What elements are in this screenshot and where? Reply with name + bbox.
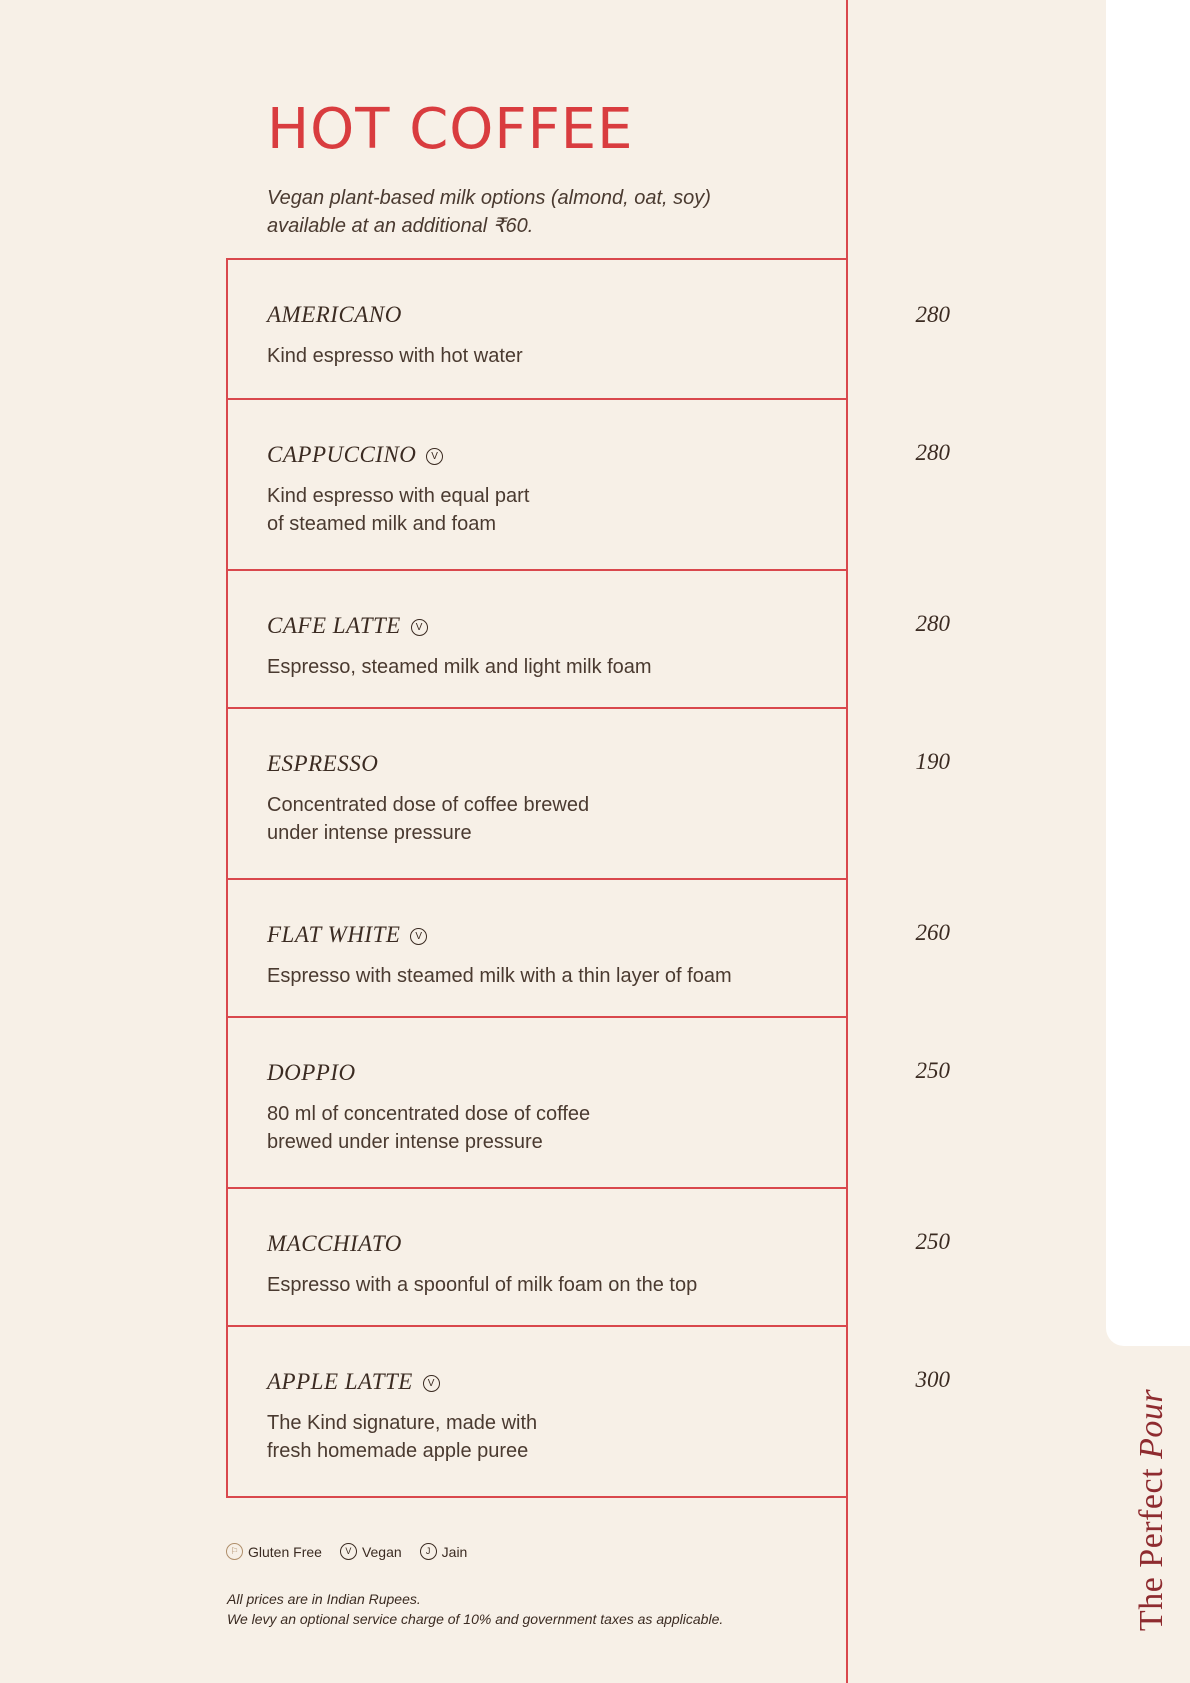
- intro-line-1: Vegan plant-based milk options (almond, oat, soy): [267, 187, 711, 209]
- vegan-icon: V: [340, 1543, 357, 1560]
- spine-text-regular: The Perfect: [1133, 1458, 1170, 1632]
- item-price: 250: [915, 1058, 950, 1083]
- menu-item: [228, 1187, 846, 1325]
- intro-line-2: available at an additional ₹60.: [267, 215, 534, 237]
- legend-vegan: [340, 1543, 402, 1560]
- footnote-line-1: All prices are in Indian Rupees.: [227, 1591, 421, 1607]
- side-tab-panel: [1106, 0, 1190, 1346]
- legend-jain-label: Jain: [441, 1543, 468, 1560]
- item-name-text: APPLE LATTE: [267, 1369, 413, 1394]
- gluten-free-icon: ⚐: [226, 1543, 243, 1560]
- spine-brand-text: [1133, 1389, 1171, 1631]
- item-description: Kind espresso with equal part of steamed milk and foam: [267, 485, 530, 535]
- dietary-legend: [226, 1543, 467, 1560]
- footnote-line-2: We levy an optional service charge of 10% and government taxes as applicable.: [227, 1611, 724, 1627]
- legend-gluten-free-label: Gluten Free: [248, 1543, 322, 1560]
- jain-icon: J: [420, 1543, 437, 1560]
- menu-item: [228, 260, 846, 398]
- section-title: HOT COFFEE: [267, 97, 634, 162]
- menu-divider-line: [846, 0, 848, 1683]
- item-name-text: ESPRESSO: [267, 751, 379, 776]
- item-price: 280: [915, 440, 950, 465]
- item-description: The Kind signature, made with fresh homemade apple puree: [267, 1412, 538, 1462]
- menu-item: [228, 569, 846, 707]
- item-name-text: CAFE LATTE: [267, 613, 401, 638]
- item-description: Concentrated dose of coffee brewed under intense pressure: [267, 794, 590, 844]
- legend-vegan-label: Vegan: [361, 1543, 402, 1560]
- item-description: 80 ml of concentrated dose of coffee brewed under intense pressure: [267, 1103, 591, 1153]
- vegan-icon: V: [426, 448, 443, 465]
- item-name-text: MACCHIATO: [267, 1231, 402, 1256]
- pricing-footnote: [227, 1589, 723, 1629]
- item-price: 300: [915, 1367, 950, 1392]
- item-name-text: CAPPUCCINO: [267, 442, 417, 467]
- vegan-icon: V: [423, 1375, 440, 1392]
- vegan-icon: V: [411, 619, 428, 636]
- item-price: 190: [915, 749, 950, 774]
- legend-jain: [420, 1543, 468, 1560]
- menu-item: [228, 1325, 846, 1496]
- section-intro: [267, 184, 827, 240]
- item-price: 280: [915, 611, 950, 636]
- legend-gluten-free: [226, 1543, 322, 1560]
- item-price: 250: [915, 1229, 950, 1254]
- item-description: Espresso with steamed milk with a thin layer of foam: [267, 965, 732, 987]
- menu-item: [228, 707, 846, 878]
- item-description: Espresso, steamed milk and light milk foam: [267, 656, 652, 678]
- menu-item: [228, 878, 846, 1016]
- item-description: Kind espresso with hot water: [267, 345, 523, 367]
- menu-item: [228, 398, 846, 569]
- item-name-text: DOPPIO: [267, 1060, 356, 1085]
- spine-text-italic: Pour: [1133, 1388, 1170, 1459]
- item-name-text: FLAT WHITE: [267, 922, 401, 947]
- menu-item: [228, 1016, 846, 1187]
- item-price: 260: [915, 920, 950, 945]
- item-description: Espresso with a spoonful of milk foam on the top: [267, 1274, 698, 1296]
- item-price: 280: [915, 302, 950, 327]
- vegan-icon: V: [410, 928, 427, 945]
- item-name-text: AMERICANO: [267, 302, 402, 327]
